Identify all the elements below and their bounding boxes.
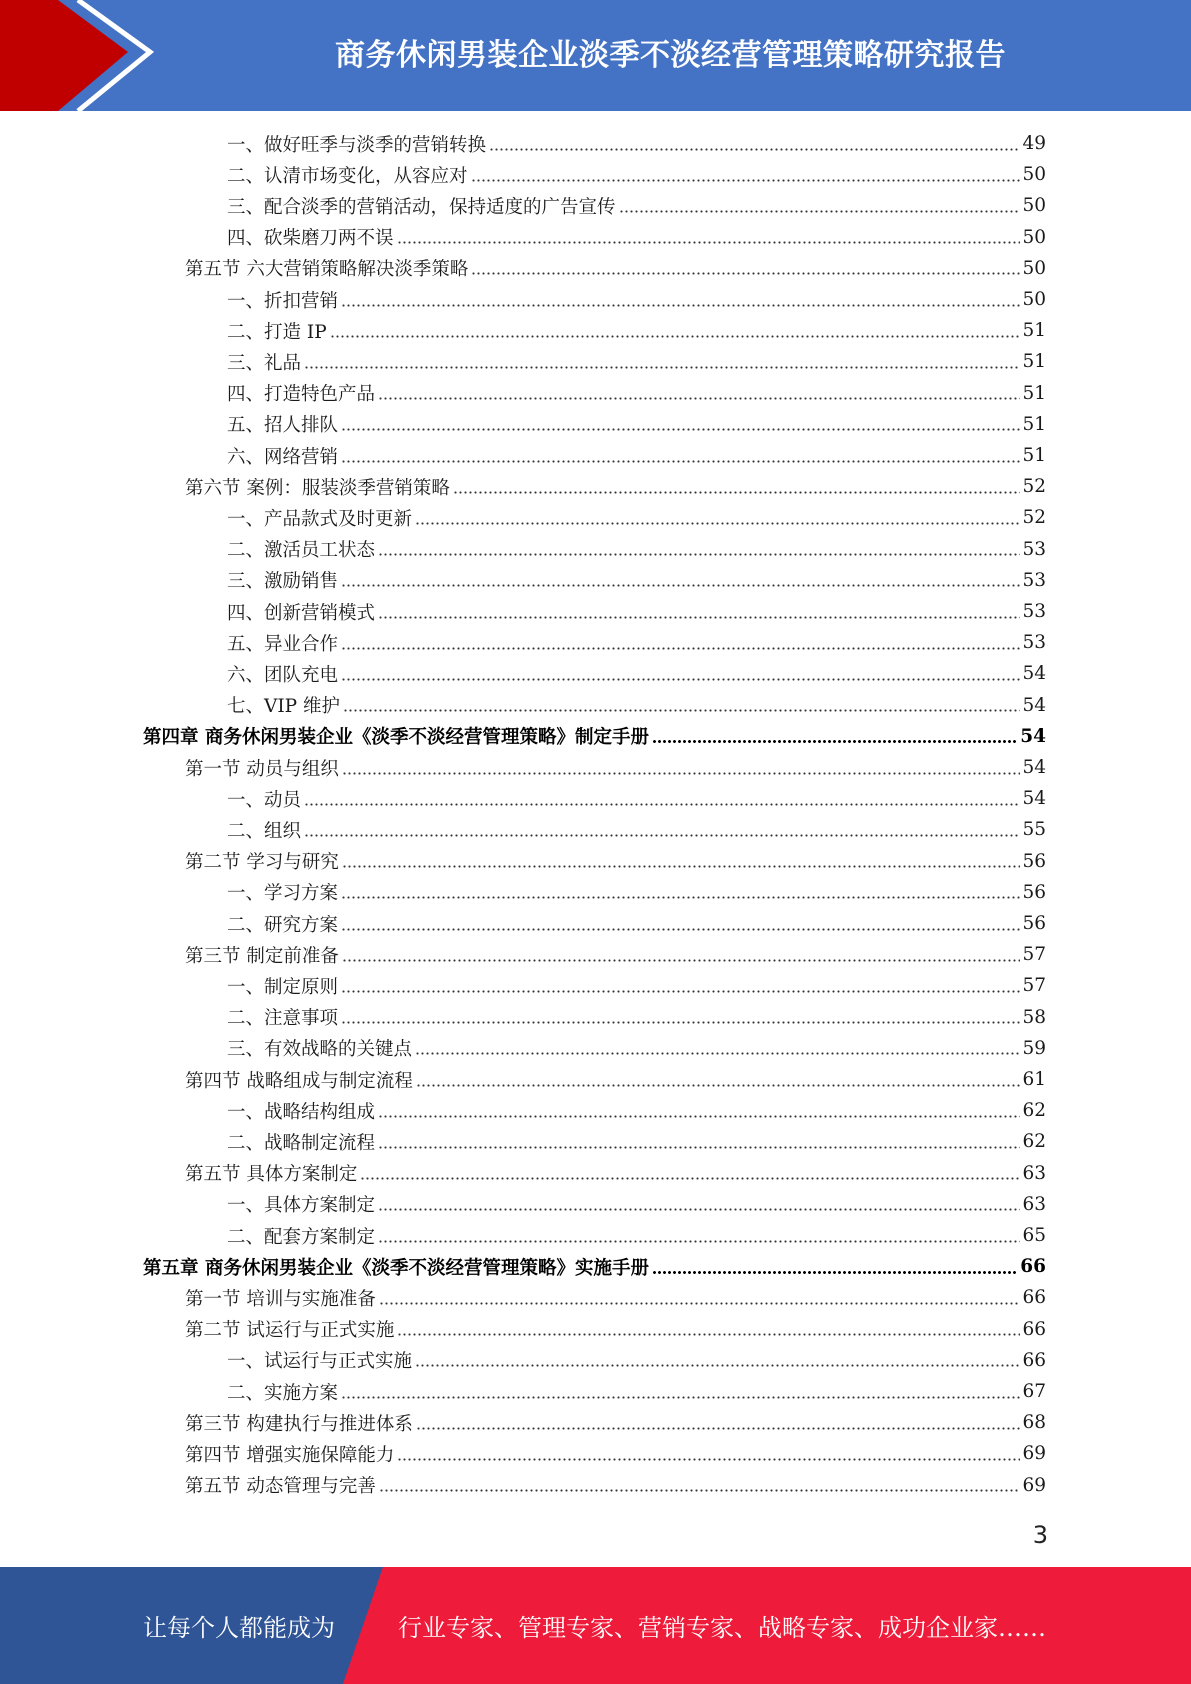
- toc-entry-title: 二、研究方案: [227, 914, 339, 936]
- toc-dot-leader: [330, 334, 1021, 339]
- toc-entry-title: 一、战略结构组成: [227, 1101, 376, 1123]
- toc-entry-title: 一、学习方案: [227, 883, 339, 905]
- toc-entry-page: 66: [1022, 1349, 1046, 1371]
- toc-entry-title: 五、招人排队: [227, 415, 339, 437]
- toc-entry-page: 63: [1022, 1193, 1046, 1215]
- toc-entry-title: 第四章 商务休闲男装企业《淡季不淡经营管理策略》制定手册: [143, 727, 649, 749]
- toc-subsection-entry[interactable]: [227, 1189, 1046, 1220]
- toc-entry-page: 54: [1020, 725, 1046, 747]
- toc-section-entry[interactable]: [185, 846, 1046, 877]
- toc-dot-leader: [379, 1488, 1021, 1493]
- toc-entry-page: 57: [1022, 975, 1046, 997]
- toc-dot-leader: [341, 583, 1020, 588]
- toc-dot-leader: [378, 552, 1020, 557]
- toc-dot-leader: [416, 1426, 1021, 1431]
- toc-dot-leader: [471, 178, 1021, 183]
- toc-dot-leader: [415, 1363, 1020, 1368]
- toc-section-entry[interactable]: [185, 1314, 1046, 1345]
- toc-dot-leader: [304, 365, 1020, 370]
- toc-subsection-entry[interactable]: [227, 690, 1046, 721]
- toc-dot-leader: [378, 1145, 1020, 1150]
- toc-entry-page: 56: [1022, 913, 1046, 934]
- toc-entry-page: 54: [1022, 788, 1046, 810]
- toc-entry-title: 六、团队充电: [227, 664, 339, 686]
- toc-dot-leader: [415, 521, 1020, 526]
- toc-entry-title: 第三节 制定前准备: [185, 945, 339, 967]
- toc-dot-leader: [341, 459, 1020, 464]
- toc-section-entry[interactable]: [185, 1438, 1046, 1469]
- toc-entry-title: 一、具体方案制定: [227, 1195, 376, 1217]
- toc-entry-title: 第四节 增强实施保障能力: [185, 1444, 395, 1466]
- report-title: 商务休闲男装企业淡季不淡经营管理策略研究报告: [335, 38, 1006, 73]
- toc-dot-leader: [341, 646, 1020, 651]
- toc-dot-leader: [378, 1207, 1020, 1212]
- toc-dot-leader: [342, 771, 1021, 776]
- toc-dot-leader: [341, 427, 1020, 432]
- toc-dot-leader: [341, 895, 1020, 900]
- toc-entry-title: 二、激活员工状态: [227, 540, 376, 562]
- toc-section-entry[interactable]: [185, 1064, 1046, 1095]
- toc-dot-leader: [378, 1239, 1020, 1244]
- toc-subsection-entry[interactable]: [227, 222, 1046, 253]
- toc-entry-page: 51: [1022, 351, 1046, 373]
- toc-entry-title: 第一节 动员与组织: [185, 758, 339, 780]
- toc-dot-leader: [341, 989, 1020, 994]
- toc-entry-title: 第四节 战略组成与制定流程: [185, 1070, 413, 1092]
- toc-dot-leader: [341, 927, 1020, 932]
- toc-chapter-entry[interactable]: [143, 1251, 1046, 1282]
- toc-entry-page: 62: [1022, 1100, 1046, 1122]
- toc-subsection-entry[interactable]: [227, 284, 1046, 315]
- toc-entry-page: 66: [1022, 1287, 1046, 1309]
- toc-subsection-entry[interactable]: [227, 908, 1046, 939]
- toc-chapter-entry[interactable]: [143, 721, 1046, 752]
- toc-entry-page: 68: [1022, 1412, 1046, 1434]
- toc-entry-title: 第五节 动态管理与完善: [185, 1476, 376, 1498]
- toc-entry-page: 50: [1022, 195, 1046, 217]
- footer-slogan-left: 让每个人都能成为: [143, 1614, 335, 1642]
- toc-entry-page: 69: [1022, 1443, 1046, 1465]
- toc-entry-page: 55: [1022, 819, 1046, 841]
- toc-entry-title: 二、注意事项: [227, 1008, 339, 1030]
- toc-entry-title: 第五节 具体方案制定: [185, 1164, 358, 1186]
- toc-entry-page: 69: [1022, 1474, 1046, 1496]
- toc-dot-leader: [378, 1114, 1020, 1119]
- toc-entry-title: 三、激励销售: [227, 571, 339, 593]
- toc-subsection-entry[interactable]: [227, 190, 1046, 221]
- toc-entry-page: 50: [1022, 164, 1046, 186]
- toc-subsection-entry[interactable]: [227, 378, 1046, 409]
- toc-entry-page: 50: [1022, 289, 1046, 310]
- toc-entry-page: 52: [1022, 507, 1046, 529]
- toc-dot-leader: [652, 1270, 1018, 1275]
- toc-subsection-entry[interactable]: [227, 346, 1046, 377]
- toc-entry-title: 二、打造 IP: [227, 321, 327, 343]
- toc-entry-title: 第六节 案例：服装淡季营销策略: [185, 477, 450, 499]
- toc-dot-leader: [343, 708, 1020, 713]
- toc-entry-page: 51: [1022, 320, 1046, 342]
- toc-dot-leader: [378, 396, 1020, 401]
- toc-entry-page: 54: [1022, 694, 1046, 716]
- toc-entry-title: 四、创新营销模式: [227, 602, 376, 624]
- toc-dot-leader: [415, 1051, 1020, 1056]
- toc-dot-leader: [397, 1457, 1020, 1462]
- toc-dot-leader: [341, 1395, 1020, 1400]
- toc-entry-page: 66: [1022, 1318, 1046, 1340]
- toc-section-entry[interactable]: [185, 939, 1046, 970]
- toc-entry-page: 67: [1022, 1381, 1046, 1402]
- toc-dot-leader: [342, 958, 1021, 963]
- toc-dot-leader: [304, 802, 1020, 807]
- toc-entry-title: 第五节 六大营销策略解决淡季策略: [185, 259, 469, 281]
- toc-entry-page: 50: [1022, 257, 1046, 279]
- toc-subsection-entry[interactable]: [227, 658, 1046, 689]
- toc-entry-title: 三、礼品: [227, 352, 302, 374]
- toc-dot-leader: [342, 864, 1021, 869]
- toc-entry-page: 54: [1022, 663, 1046, 685]
- toc-entry-title: 二、战略制定流程: [227, 1132, 376, 1154]
- toc-entry-title: 二、配套方案制定: [227, 1226, 376, 1248]
- toc-entry-page: 53: [1022, 538, 1046, 560]
- toc-entry-page: 61: [1022, 1069, 1046, 1090]
- toc-subsection-entry[interactable]: [227, 1033, 1046, 1064]
- toc-entry-title: 一、产品款式及时更新: [227, 508, 413, 530]
- toc-dot-leader: [416, 1083, 1021, 1088]
- toc-entry-title: 一、试运行与正式实施: [227, 1351, 413, 1373]
- page-number: 3: [1032, 1521, 1048, 1549]
- toc-dot-leader: [652, 739, 1018, 744]
- toc-entry-page: 54: [1022, 757, 1046, 778]
- toc-section-entry[interactable]: [185, 1407, 1046, 1438]
- toc-entry-page: 56: [1022, 881, 1046, 903]
- toc-entry-title: 二、实施方案: [227, 1382, 339, 1404]
- toc-entry-page: 53: [1022, 601, 1046, 622]
- toc-entry-page: 57: [1022, 944, 1046, 966]
- toc-dot-leader: [489, 147, 1020, 152]
- toc-entry-title: 一、动员: [227, 789, 302, 811]
- toc-entry-page: 63: [1022, 1162, 1046, 1184]
- toc-dot-leader: [360, 1176, 1020, 1181]
- toc-entry-title: 二、组织: [227, 820, 302, 842]
- toc-entry-page: 62: [1022, 1131, 1046, 1153]
- toc-dot-leader: [453, 490, 1021, 495]
- toc-section-entry[interactable]: [185, 253, 1046, 284]
- toc-subsection-entry[interactable]: [227, 565, 1046, 596]
- toc-subsection-entry[interactable]: [227, 1376, 1046, 1407]
- toc-entry-page: 52: [1022, 476, 1046, 498]
- toc-section-entry[interactable]: [185, 1470, 1046, 1501]
- toc-entry-page: 59: [1022, 1037, 1046, 1059]
- toc-section-entry[interactable]: [185, 1158, 1046, 1189]
- red-arrow-ribbon: [0, 0, 160, 111]
- toc-entry-page: 65: [1022, 1225, 1046, 1246]
- toc-entry-page: 51: [1022, 413, 1046, 435]
- toc-dot-leader: [379, 1301, 1021, 1306]
- toc-subsection-entry[interactable]: [227, 1002, 1046, 1033]
- toc-entry-title: 四、打造特色产品: [227, 384, 376, 406]
- toc-dot-leader: [341, 677, 1020, 682]
- page-footer: [0, 1567, 1191, 1684]
- toc-entry-page: 51: [1022, 445, 1046, 466]
- toc-subsection-entry[interactable]: [227, 970, 1046, 1001]
- toc-entry-title: 一、折扣营销: [227, 290, 339, 312]
- footer-slogan-right: 行业专家、管理专家、营销专家、战略专家、成功企业家……: [398, 1614, 1046, 1642]
- toc-entry-page: 51: [1022, 382, 1046, 404]
- toc-entry-page: 50: [1022, 226, 1046, 248]
- toc-subsection-entry[interactable]: [227, 783, 1046, 814]
- page-header: [0, 0, 1191, 111]
- toc-subsection-entry[interactable]: [227, 409, 1046, 440]
- toc-dot-leader: [619, 209, 1021, 214]
- toc-dot-leader: [341, 303, 1020, 308]
- toc-subsection-entry[interactable]: [227, 128, 1046, 159]
- toc-subsection-entry[interactable]: [227, 534, 1046, 565]
- toc-entry-page: 58: [1022, 1006, 1046, 1028]
- toc-entry-title: 七、VIP 维护: [227, 696, 340, 718]
- toc-entry-page: 49: [1022, 133, 1046, 154]
- toc-entry-page: 56: [1022, 850, 1046, 872]
- toc-entry-title: 第三节 构建执行与推进体系: [185, 1413, 413, 1435]
- toc-entry-title: 第二节 试运行与正式实施: [185, 1320, 395, 1342]
- toc-entry-title: 一、制定原则: [227, 976, 339, 998]
- toc-subsection-entry[interactable]: [227, 596, 1046, 627]
- toc-subsection-entry[interactable]: [227, 814, 1046, 845]
- toc-subsection-entry[interactable]: [227, 1220, 1046, 1251]
- toc-entry-page: 53: [1022, 569, 1046, 591]
- toc-dot-leader: [397, 1332, 1020, 1337]
- toc-entry-title: 二、认清市场变化，从容应对: [227, 165, 468, 187]
- toc-dot-leader: [471, 271, 1020, 276]
- toc-entry-title: 第五章 商务休闲男装企业《淡季不淡经营管理策略》实施手册: [143, 1257, 649, 1279]
- toc-subsection-entry[interactable]: [227, 159, 1046, 190]
- toc-subsection-entry[interactable]: [227, 877, 1046, 908]
- toc-entry-title: 第二节 学习与研究: [185, 852, 339, 874]
- toc-entry-title: 三、有效战略的关键点: [227, 1039, 413, 1061]
- toc-subsection-entry[interactable]: [227, 1126, 1046, 1157]
- toc-dot-leader: [378, 615, 1020, 620]
- toc-subsection-entry[interactable]: [227, 440, 1046, 471]
- toc-subsection-entry[interactable]: [227, 627, 1046, 658]
- toc-entry-title: 第一节 培训与实施准备: [185, 1288, 376, 1310]
- toc-subsection-entry[interactable]: [227, 502, 1046, 533]
- toc-section-entry[interactable]: [185, 1282, 1046, 1313]
- toc-section-entry[interactable]: [185, 471, 1046, 502]
- toc-subsection-entry[interactable]: [227, 1095, 1046, 1126]
- toc-dot-leader: [304, 833, 1020, 838]
- toc-entry-page: 53: [1022, 632, 1046, 654]
- toc-entry-title: 六、网络营销: [227, 446, 339, 468]
- toc-entry-page: 66: [1020, 1256, 1046, 1278]
- toc-dot-leader: [341, 1020, 1020, 1025]
- toc-entry-title: 五、异业合作: [227, 633, 339, 655]
- toc-section-entry[interactable]: [185, 752, 1046, 783]
- toc-subsection-entry[interactable]: [227, 315, 1046, 346]
- toc-entry-title: 一、做好旺季与淡季的营销转换: [227, 134, 487, 156]
- toc-subsection-entry[interactable]: [227, 1345, 1046, 1376]
- toc-dot-leader: [397, 240, 1021, 245]
- toc-entry-title: 四、砍柴磨刀两不误: [227, 228, 394, 250]
- toc-entry-title: 三、配合淡季的营销活动，保持适度的广告宣传: [227, 196, 616, 218]
